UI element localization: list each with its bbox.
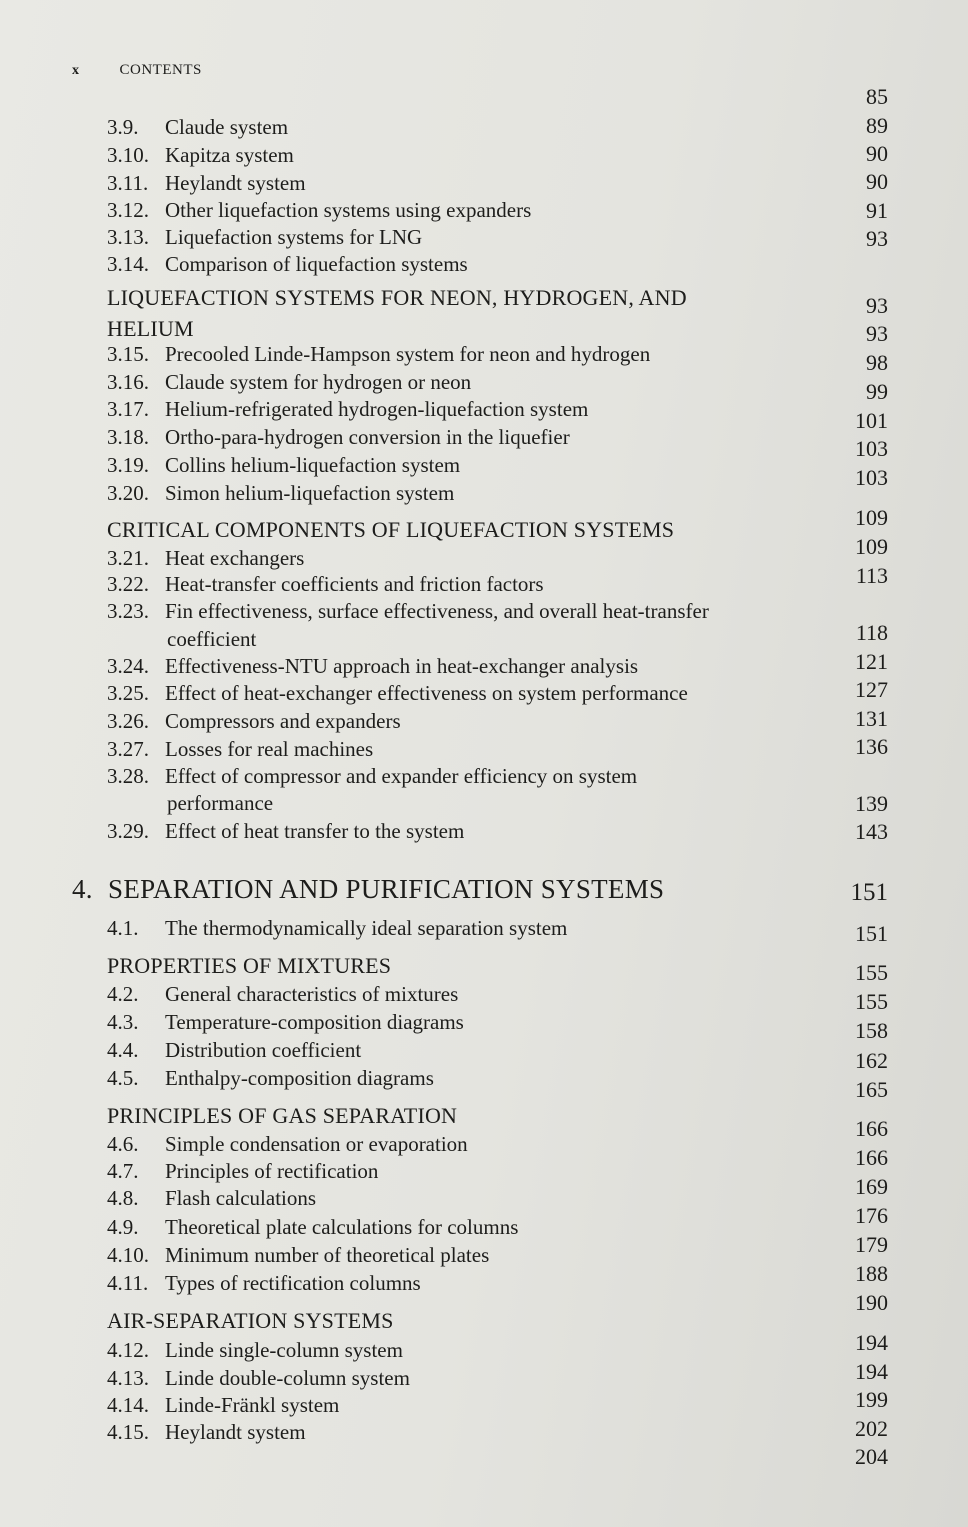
toc-entry: 4.5. Enthalpy-composition diagrams [107,1066,434,1090]
page-number: 151 [855,921,888,946]
toc-entry: 3.12. Other liquefaction systems using expanders [107,198,532,222]
toc-entry: 3.13. Liquefaction systems for LNG [107,225,423,249]
page-number: 109 [855,505,888,530]
toc-entry: 4.9. Theoretical plate calculations for columns [107,1215,519,1239]
toc-entry: 3.17. Helium-refrigerated hydrogen-liquefaction system [107,397,589,421]
toc-entry: 3.21. Heat exchangers [107,546,305,570]
section-heading: PRINCIPLES OF GAS SEPARATION [107,1103,458,1128]
page-number-roman: x [72,63,80,78]
toc-entry: 4.14. Linde-Fränkl system [107,1393,340,1417]
page-number: 165 [855,1077,888,1102]
page-number: 93 [866,226,888,251]
page-number: 166 [855,1145,888,1170]
toc-entry: 3.19. Collins helium-liquefaction system [107,453,461,477]
toc-entry: 4.4. Distribution coefficient [107,1038,362,1062]
page-number: 151 [850,879,888,906]
section-heading: AIR-SEPARATION SYSTEMS [107,1308,394,1333]
page-number: 194 [855,1359,888,1384]
toc-entry: 3.18. Ortho-para-hydrogen conversion in the liquefier [107,425,570,449]
toc-entry: 4.12. Linde single-column system [107,1338,403,1362]
page-number: 131 [855,706,888,731]
toc-entry: 4.10. Minimum number of theoretical plates [107,1243,490,1267]
chapter-heading: 4. SEPARATION AND PURIFICATION SYSTEMS [72,874,665,904]
section-heading: LIQUEFACTION SYSTEMS FOR NEON, HYDROGEN, AND [107,285,687,310]
page-number: 103 [855,436,888,461]
toc-entry: 4.7. Principles of rectification [107,1159,379,1183]
toc-entry: 3.28. Effect of compressor and expander efficiency on system [107,764,638,788]
toc-entry: 3.23. Fin effectiveness, surface effectiveness, and overall heat-transfer [107,599,709,623]
page-number: 90 [866,169,888,194]
toc-entry: 3.10. Kapitza system [107,143,294,167]
page-number: 194 [855,1330,888,1355]
toc-entry: 3.26. Compressors and expanders [107,709,401,733]
page-number: 93 [866,293,888,318]
toc-entry: 4.3. Temperature-composition diagrams [107,1010,464,1034]
page-number: 101 [855,408,888,433]
page-number: 190 [855,1290,888,1315]
toc-entry: 4.6. Simple condensation or evaporation [107,1132,468,1156]
page-number: 176 [855,1203,888,1228]
toc-entry: 3.20. Simon helium-liquefaction system [107,481,455,505]
page-number: 155 [855,960,888,985]
page-number: 99 [866,379,888,404]
section-heading: PROPERTIES OF MIXTURES [107,953,392,978]
page-number: 188 [855,1261,888,1286]
toc-entry: 3.14. Comparison of liquefaction systems [107,252,468,276]
page-number: 121 [855,649,888,674]
toc-entry: 3.16. Claude system for hydrogen or neon [107,370,472,394]
toc-entry: 3.24. Effectiveness-NTU approach in heat-exchanger analysis [107,654,639,678]
page-number: 162 [855,1048,888,1073]
page-number: 158 [855,1018,888,1043]
toc-entry: 4.11. Types of rectification columns [107,1271,421,1295]
page-number: 139 [855,791,888,816]
toc-entry: 3.27. Losses for real machines [107,737,374,761]
toc-entry: 3.29. Effect of heat transfer to the system [107,819,465,843]
toc-entry: 4.8. Flash calculations [107,1186,317,1210]
page-number: 90 [866,141,888,166]
page-number: 127 [855,677,888,702]
running-header [72,62,202,79]
page-number: 109 [855,534,888,559]
section-heading: HELIUM [107,316,194,341]
toc-entry-continuation: coefficient [167,627,257,651]
page-number: 204 [855,1444,888,1469]
page-number: 179 [855,1232,888,1257]
page-number: 113 [855,563,888,588]
page-number: 93 [866,321,888,346]
page-number: 143 [855,819,888,844]
toc-entry: 4.15. Heylandt system [107,1420,306,1444]
toc-entry-continuation: performance [167,791,274,815]
page-number: 89 [866,113,888,138]
toc-entry: 4.1. The thermodynamically ideal separation system [107,916,568,940]
page-number: 85 [866,84,888,109]
page-number: 103 [855,465,888,490]
section-heading: CRITICAL COMPONENTS OF LIQUEFACTION SYSTEMS [107,517,675,542]
page-number: 199 [855,1387,888,1412]
page-number: 91 [866,198,888,223]
toc-entry: 3.9. Claude system [107,115,289,139]
toc-entry: 3.22. Heat-transfer coefficients and friction factors [107,572,544,596]
page-number: 202 [855,1416,888,1441]
page-number: 98 [866,350,888,375]
toc-entry: 3.11. Heylandt system [107,171,306,195]
running-title: CONTENTS [119,62,202,78]
page-number: 155 [855,989,888,1014]
toc-entry: 4.2. General characteristics of mixtures [107,982,459,1006]
page-number: 169 [855,1174,888,1199]
page-number: 118 [855,620,888,645]
toc-entry: 3.25. Effect of heat-exchanger effectiveness on system performance [107,681,688,705]
toc-entry: 4.13. Linde double-column system [107,1366,410,1390]
page-number: 136 [855,734,888,759]
page-number: 166 [855,1116,888,1141]
toc-entry: 3.15. Precooled Linde-Hampson system for neon and hydrogen [107,342,651,366]
